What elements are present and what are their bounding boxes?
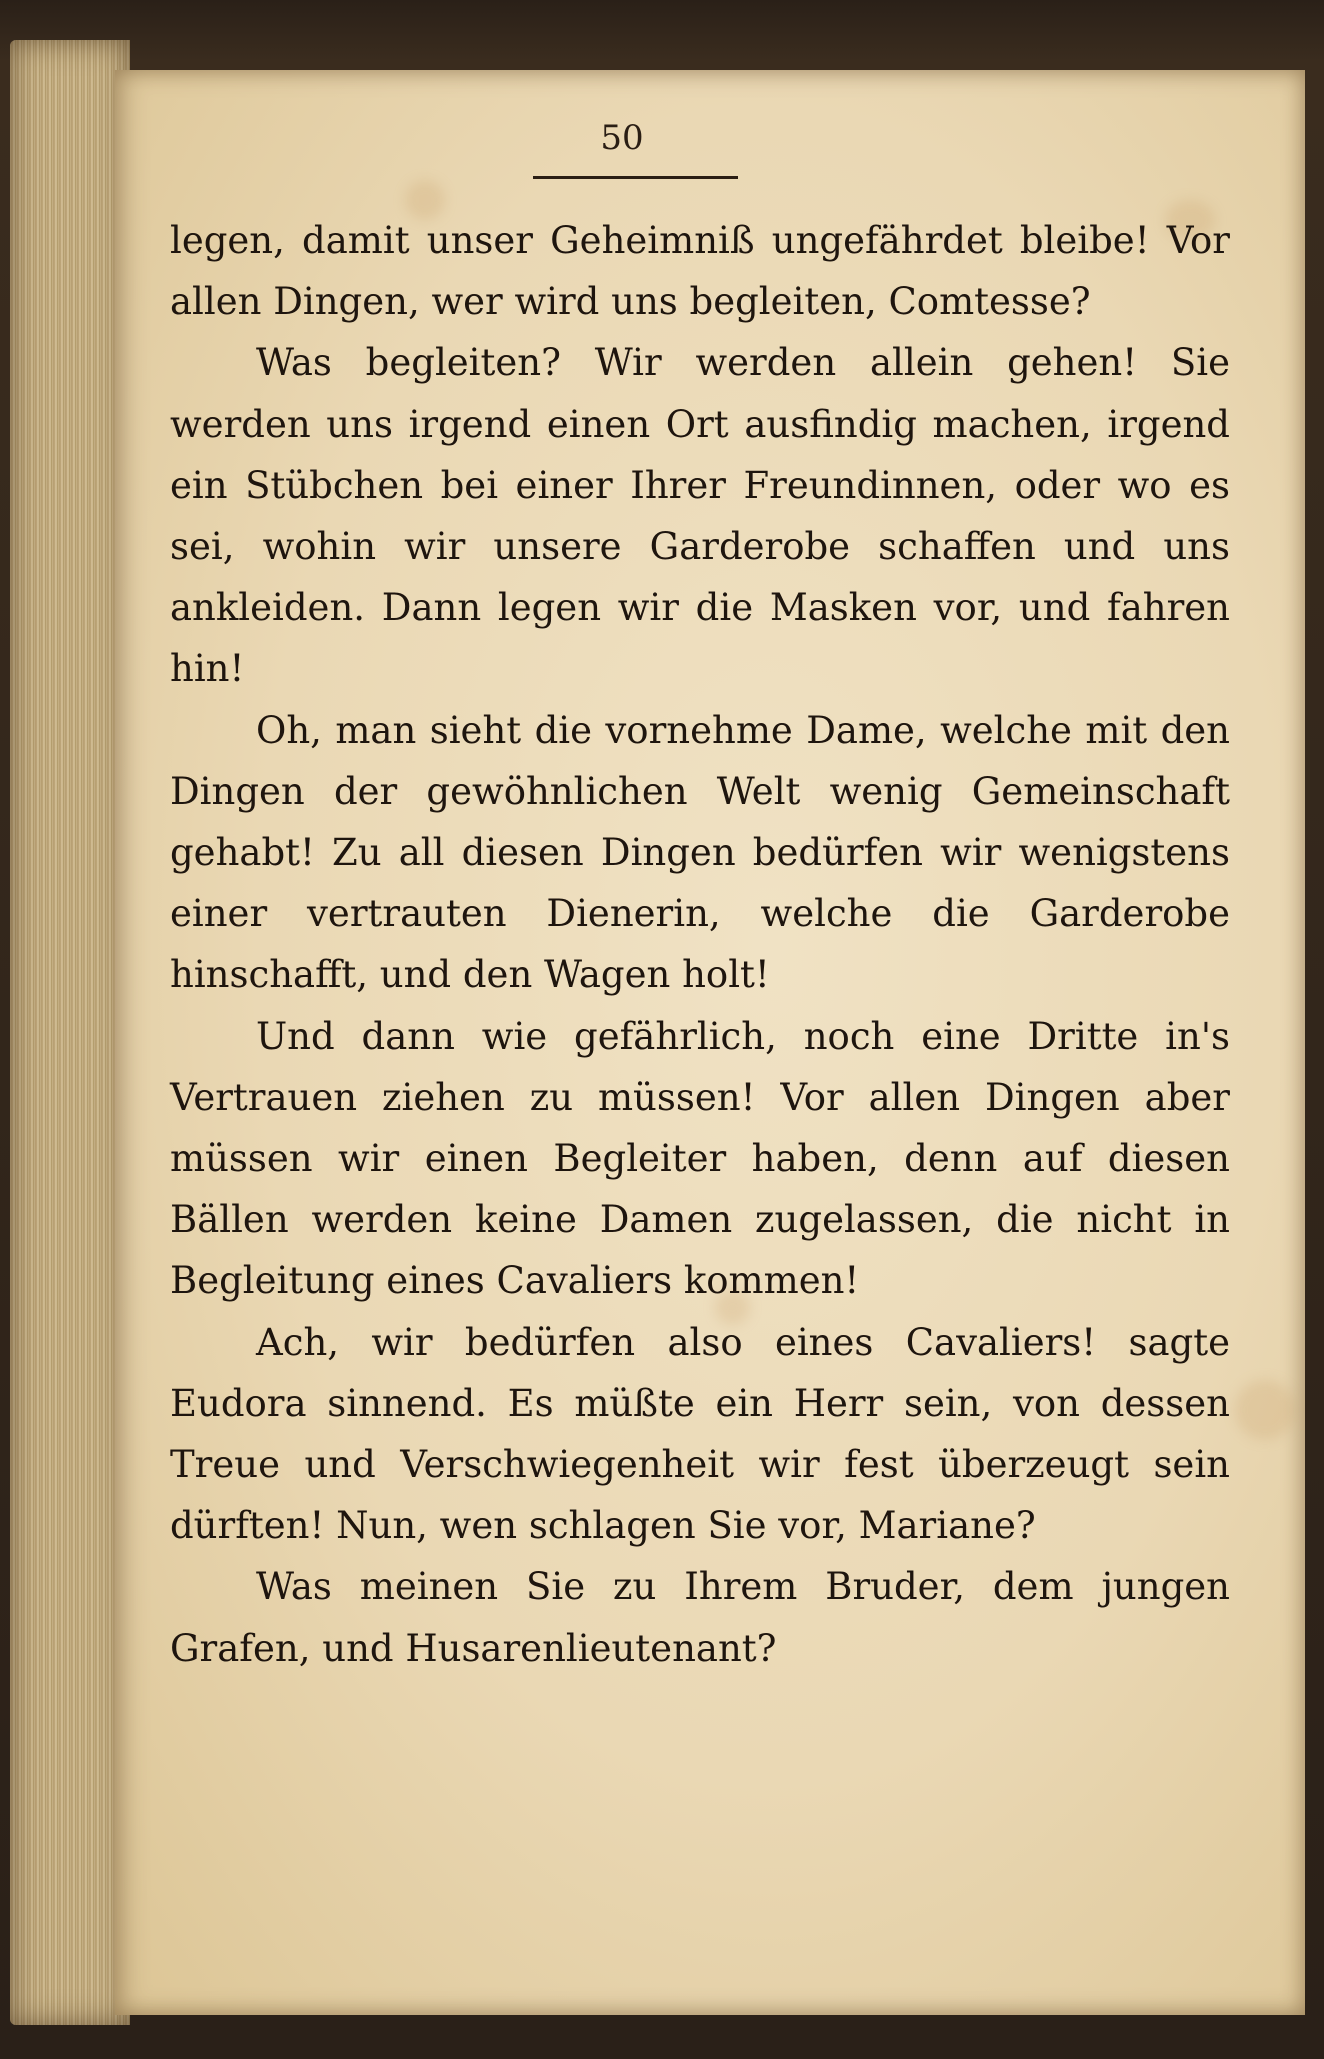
header-rule: [533, 176, 738, 179]
paragraph: Oh, man sieht die vornehme Dame, welche mit den Dingen der gewöhnlichen Welt wenig Gemeinschaft gehabt! Zu all diesen Dingen bedürfen wir wenigstens einer vertrauten Dienerin, welche die Garderobe hinschafft, und den Wagen holt!: [170, 708, 1230, 997]
paragraph: Was begleiten? Wir werden allein gehen! Sie werden uns irgend einen Ort ausfindig machen, irgend ein Stübchen bei einer Ihrer Freundinnen, oder wo es sei, wohin wir unsere Garderobe schaffen und uns ankleiden. Dann legen wir die Masken vor, und fahren hin!: [170, 341, 1230, 691]
page-number: 50: [600, 118, 644, 158]
paragraph: legen, damit unser Geheimniß ungefährdet bleibe! Vor allen Dingen, wer wird uns begleiten, Comtesse?: [170, 219, 1230, 324]
page-edges: [10, 40, 130, 2025]
paper-stain: [1235, 1380, 1295, 1440]
body-text: [170, 210, 1230, 1679]
paragraph: Ach, wir bedürfen also eines Cavaliers! sagte Eudora sinnend. Es müßte ein Herr sein, von dessen Treue und Verschwiegenheit wir fest überzeugt sein dürften! Nun, wen schlagen Sie vor, Mariane?: [170, 1320, 1230, 1548]
paragraph: Und dann wie gefährlich, noch eine Dritte in's Vertrauen ziehen zu müssen! Vor allen Dingen aber müssen wir einen Begleiter haben, denn auf diesen Bällen werden keine Damen zugelassen, die nicht in Begleitung eines Cavaliers kommen!: [170, 1014, 1230, 1303]
paragraph: Was meinen Sie zu Ihrem Bruder, dem jungen Grafen, und Husarenlieutenant?: [170, 1565, 1230, 1670]
